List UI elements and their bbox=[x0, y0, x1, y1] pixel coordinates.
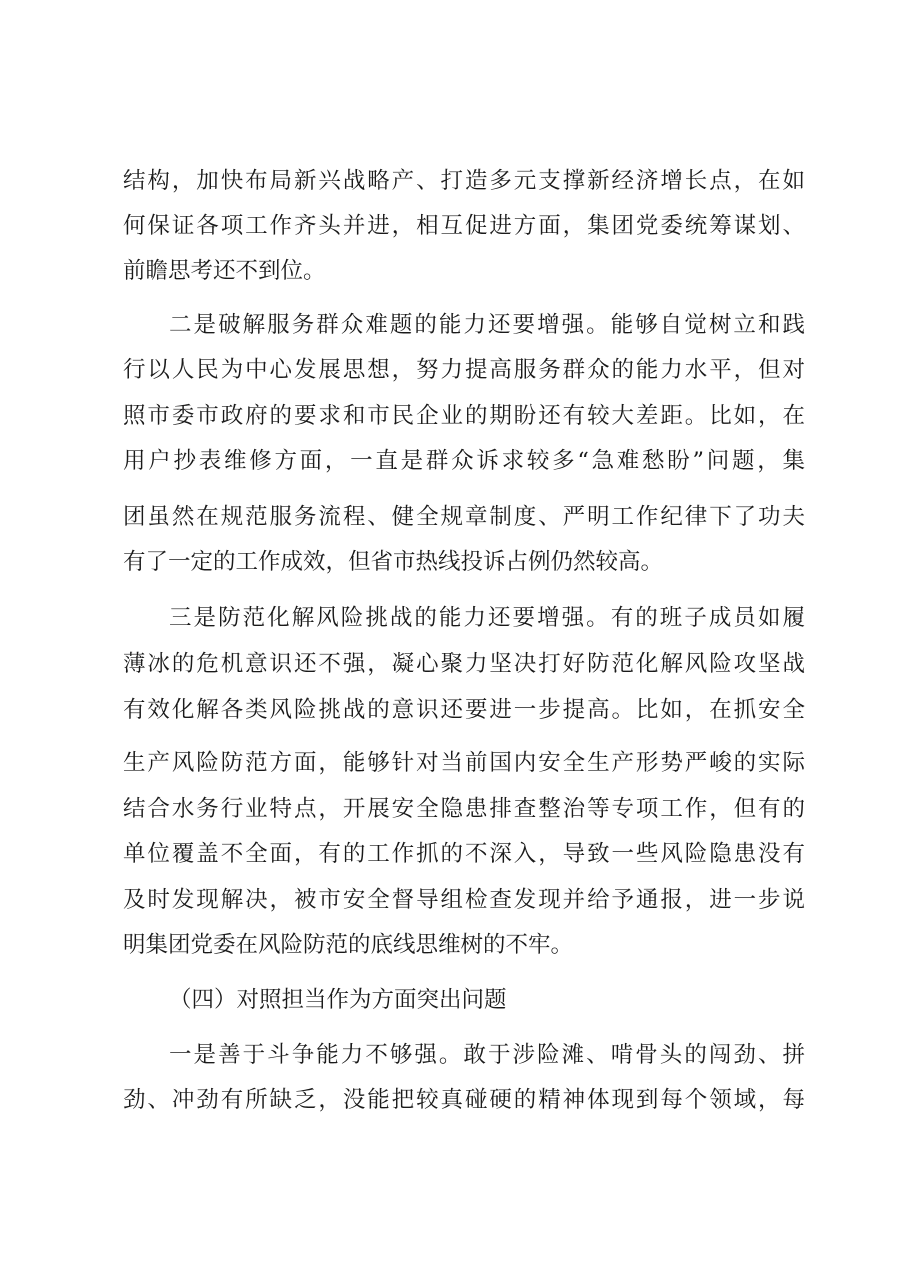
text-line: 照市委市政府的要求和市民企业的期盼还有较大差距。比如，在 bbox=[123, 403, 805, 429]
text-line: 劲、冲劲有所缺乏，没能把较真碰硬的精神体现到每个领域，每 bbox=[123, 1087, 805, 1113]
text-line: 结构，加快布局新兴战略产、打造多元支撑新经济增长点，在如 bbox=[123, 168, 805, 194]
text-line: 行以人民为中心发展思想，努力提高服务群众的能力水平，但对 bbox=[123, 357, 805, 383]
paragraph-start-line: 一是善于斗争能力不够强。敢于涉险滩、啃骨头的闯劲、拼 bbox=[169, 1042, 805, 1068]
text-line: 生产风险防范方面，能够针对当前国内安全生产形势严峻的实际 bbox=[123, 750, 805, 776]
text-line: 团虽然在规范服务流程、健全规章制度、严明工作纪律下了功夫 bbox=[123, 504, 805, 530]
text-line: 前瞻思考还不到位。 bbox=[123, 258, 326, 284]
text-line: 及时发现解决，被市安全督导组检查发现并给予通报，进一步说 bbox=[123, 887, 805, 913]
text-line: 何保证各项工作齐头并进，相互促进方面，集团党委统筹谋划、 bbox=[123, 213, 805, 239]
section-heading: （四）对照担当作为方面突出问题 bbox=[169, 987, 507, 1013]
text-line: 薄冰的危机意识还不强，凝心聚力坚决打好防范化解风险攻坚战 bbox=[123, 651, 805, 677]
text-line: 有效化解各类风险挑战的意识还要进一步提高。比如，在抓安全 bbox=[123, 697, 805, 723]
paragraph-start-line: 二是破解服务群众难题的能力还要增强。能够自觉树立和践 bbox=[169, 312, 805, 338]
text-line: 明集团党委在风险防范的底线思维树的不牢。 bbox=[123, 932, 574, 958]
text-line: 用户抄表维修方面，一直是群众诉求较多“急难愁盼”问题，集 bbox=[123, 448, 805, 474]
paragraph-start-line: 三是防范化解风险挑战的能力还要增强。有的班子成员如履 bbox=[169, 605, 805, 631]
text-line: 单位覆盖不全面，有的工作抓的不深入，导致一些风险隐患没有 bbox=[123, 841, 805, 867]
text-line: 有了一定的工作成效，但省市热线投诉占例仍然较高。 bbox=[123, 549, 664, 575]
text-line: 结合水务行业特点，开展安全隐患排查整治等专项工作，但有的 bbox=[123, 796, 805, 822]
